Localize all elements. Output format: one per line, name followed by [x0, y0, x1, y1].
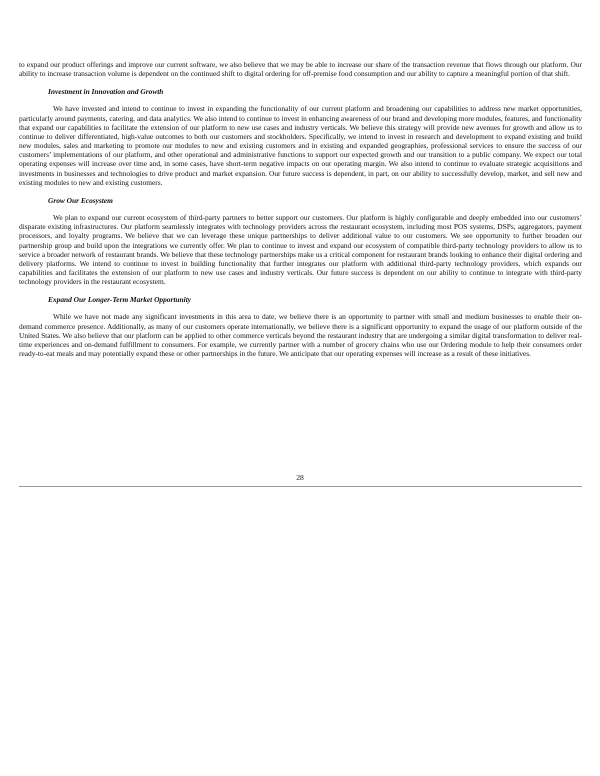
section-body-market-opportunity: While we have not made any significant investments in this area to date, we believe there is an opportunity to partner with small and medium businesses to enable their on-demand commerce presence. Additionally, as many of our customers operate internationally, we believe there is a significant opportunity to expand the usage of our platform outside of the United States. We also believe that our platform can be applied to other commerce verticals beyond the restaurant industry that are undergoing a similar digital transformation to deliver real-time experiences and on-demand fulfillment to consumers. For example, we currently partner with a number of grocery chains who use our Ordering module to help their consumers order ready-to-eat meals and may potentially expand these or other partnerships in the future. We anticipate that our operating expenses will increase as a result of these initiatives. [19, 312, 582, 359]
section-heading-market-opportunity: Expand Our Longer-Term Market Opportunity [48, 295, 192, 305]
page-number: 28 [296, 473, 304, 482]
section-heading-innovation: Investment in Innovation and Growth [48, 87, 164, 97]
footer-divider [19, 486, 582, 487]
section-heading-ecosystem: Grow Our Ecosystem [48, 195, 113, 205]
section-body-ecosystem: We plan to expand our current ecosystem of third-party partners to better support our customers. Our platform is highly configurable and deeply embedded into our customers’ disparate existing infrastructures. Our platform seamlessly integrates with technology providers across the restaurant ecosystem, including most POS systems, DSPs, aggregators, payment processors, and loyalty programs. We believe that we can leverage these unique partnerships to deliver additional value to our customers. We see opportunity to further broaden our partnership group and build upon the integrations we currently offer. We plan to continue to invest and expand our ecosystem of compatible third-party technology providers to allow us to service a broader network of restaurant brands. We believe that these technology partnerships make us a critical component for restaurant brands looking to enhance their digital ordering and delivery platforms. We intend to continue to invest in building functionality that further integrates our platform with additional third-party technology providers, which expands our capabilities and facilitates the extension of our platform to new use cases and industry verticals. Our future success is dependent on our ability to continue to integrate with third-party technology providers in the restaurant ecosystem. [19, 213, 582, 287]
section-body-innovation: We have invested and intend to continue to invest in expanding the functionality of our current platform and broadening our capabilities to address new market opportunities, particularly around payments, catering, and data analytics. We also intend to continue to invest in enhancing awareness of our brand and developing more modules, features, and functionality that expand our capabilities to facilitate the extension of our platform to new use cases and industry verticals. We believe this strategy will provide new avenues for growth and allow us to continue to deliver differentiated, high-value outcomes to both our customers and stockholders. Specifically, we intend to invest in research and development to expand existing and build new modules, sales and marketing to promote our modules to new and existing customers and in existing and expanded geographies, professional services to ensure the success of our customers’ implementations of our platform, and other operational and administrative functions to support our expected growth and our transition to a public company. We expect our total operating expenses will increase over time and, in some cases, have short-term negative impacts on our operating margin. We also intend to continue to evaluate strategic acquisitions and investments in businesses and technologies to drive product and market expansion. Our future success is dependent, in part, on our ability to successfully develop, market, and sell new and existing modules to new and existing customers. [19, 104, 582, 187]
intro-paragraph: to expand our product offerings and improve our current software, we also believe that we may be able to increase our share of the transaction revenue that flows through our platform. Our ability to increase transaction volume is dependent on the continued shift to digital ordering for off-premise food consumption and our ability to capture a meaningful portion of that shift. [19, 60, 582, 79]
document-body [19, 60, 582, 358]
